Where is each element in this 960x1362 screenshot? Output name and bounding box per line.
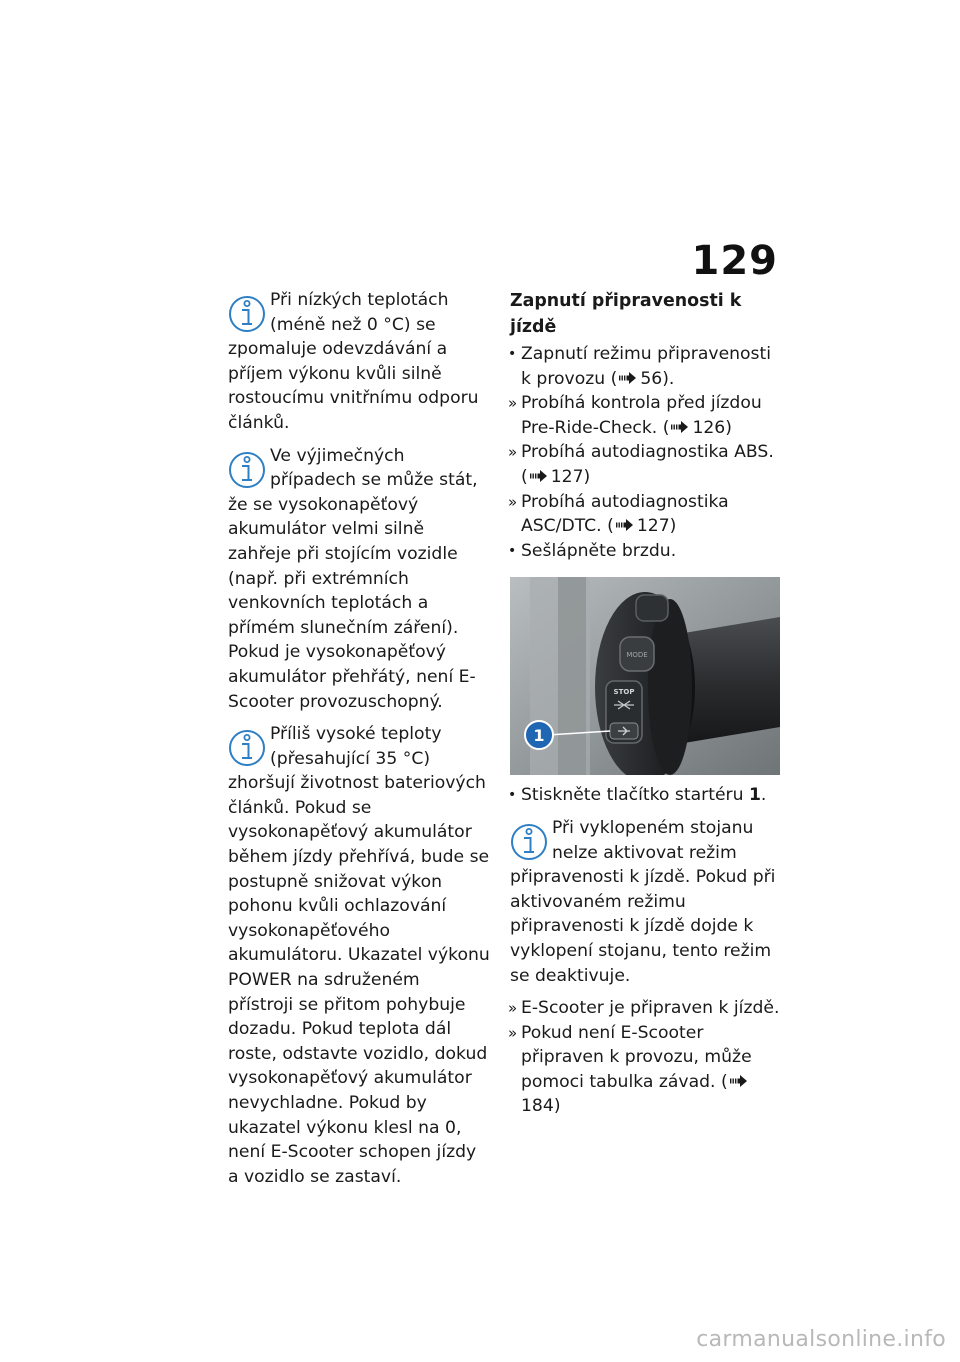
info-note-cold — [228, 288, 490, 436]
page-ref[interactable]: 56 — [640, 368, 663, 389]
result-marker: » — [508, 443, 518, 462]
page-ref-arrow-icon — [616, 519, 634, 531]
info-icon — [228, 448, 266, 492]
note-text: Při nízkých teplotách (méně než 0 °C) se zpomaluje odevzdávání a příjem výkonu kvůli silně rostoucímu vnitřnímu odporu článků. — [228, 290, 479, 433]
bullet-marker: • — [508, 542, 517, 559]
step-text: Probíhá autodiagnostika ABS. ( — [521, 442, 774, 487]
result-item — [510, 996, 780, 1021]
note-text: Příliš vysoké teploty (přesahující 35 °C) zhoršují životnost bateriových článků. Pokud se vysokonapěťový akumulátor během jízdy přehřívá, bude se postupně snižovat výkon pohonu kvůli ochlazování vysokonapěťového akumulátoru. Ukazatel výkonu POWER na sdruženém přístroji se přitom pohybuje dozadu. Pokud teplota dál roste, odstavte vozidlo, dokud vysokonapěťový akumulátor nevychladne. Pokud by ukazatel výkonu klesl na 0, není E-Scooter schopen jízdy a vozidlo se zastaví. — [228, 724, 490, 1187]
page-ref[interactable]: 127 — [550, 466, 584, 487]
step-text: Probíhá kontrola před jízdou Pre-Ride-Check. ( — [521, 393, 762, 438]
result-text: E-Scooter je připraven k jízdě. — [521, 998, 780, 1019]
page-ref-arrow-icon — [619, 372, 637, 384]
result-marker: » — [508, 492, 518, 511]
watermark: carmanualsonline.info — [696, 1327, 946, 1352]
right-column — [510, 288, 780, 1119]
step-item — [510, 391, 780, 440]
step-text: Sešlápněte brzdu. — [521, 540, 677, 561]
result-list — [510, 996, 780, 1119]
page-ref[interactable]: 127 — [636, 516, 670, 537]
step-item — [510, 783, 780, 808]
info-note-high-temp — [228, 722, 490, 1189]
page-ref[interactable]: 184 — [521, 1096, 554, 1117]
note-text: Ve výjimečných případech se může stát, že se vysokonapěťový akumulátor velmi silně zahřeje při stojícím vozidle (např. při extrémních venkovních teplotách a přímém slunečním záření). Pokud je vysokonapěťový akumulátor přehřátý, není E-Scooter provozuschopný. — [228, 445, 478, 712]
result-marker: » — [508, 999, 518, 1018]
step-item — [510, 342, 780, 391]
callout-ref: 1 — [748, 785, 761, 806]
result-text: Pokud není E-Scooter připraven k provozu, může pomoci tabulka závad. ( — [521, 1022, 752, 1092]
info-icon — [510, 820, 548, 864]
step-text: Probíhá autodiagnostika ASC/DTC. ( — [521, 491, 729, 537]
note-text: Při vyklopeném stojanu nelze aktivovat režim připravenosti k jízdě. Pokud při aktivovaném režimu připravenosti k jízdě dojde k vyklopení stojanu, tento režim se deaktivuje. — [510, 817, 776, 986]
bullet-marker: • — [508, 787, 517, 804]
step-item — [510, 440, 780, 489]
result-text-after: ) — [553, 1096, 561, 1117]
page-ref[interactable]: 126 — [692, 417, 726, 438]
step-text-after: ) — [669, 516, 677, 537]
step-text-after: ). — [662, 368, 675, 389]
result-marker: » — [508, 394, 518, 413]
page-ref-arrow-icon — [671, 421, 689, 433]
info-note-stand — [510, 816, 780, 988]
info-note-overheat — [228, 444, 490, 715]
page-number: 129 — [691, 238, 778, 284]
info-icon — [228, 726, 266, 770]
result-marker: » — [508, 1023, 518, 1042]
step-text: Stiskněte tlačítko startéru — [521, 785, 749, 806]
page-ref-arrow-icon — [530, 470, 548, 482]
section-title: Zapnutí připravenosti k jízdě — [510, 291, 742, 337]
step-text: Zapnutí režimu připravenosti k provozu ( — [521, 344, 772, 389]
callout-number: 1 — [533, 726, 545, 746]
info-icon — [228, 292, 266, 336]
step-text-after: ) — [583, 466, 591, 487]
page-ref-arrow-icon — [730, 1075, 748, 1087]
step-text-after: ) — [725, 417, 732, 438]
left-column — [228, 288, 490, 1197]
bullet-marker: • — [508, 346, 517, 362]
result-item — [510, 1021, 780, 1119]
svg-text:MODE: MODE — [626, 651, 648, 660]
stop-label: STOP — [613, 688, 635, 697]
handlebar-switch-photo — [510, 577, 780, 775]
step-item — [510, 539, 780, 564]
step-text-after: . — [760, 785, 767, 806]
step-item — [510, 490, 780, 539]
